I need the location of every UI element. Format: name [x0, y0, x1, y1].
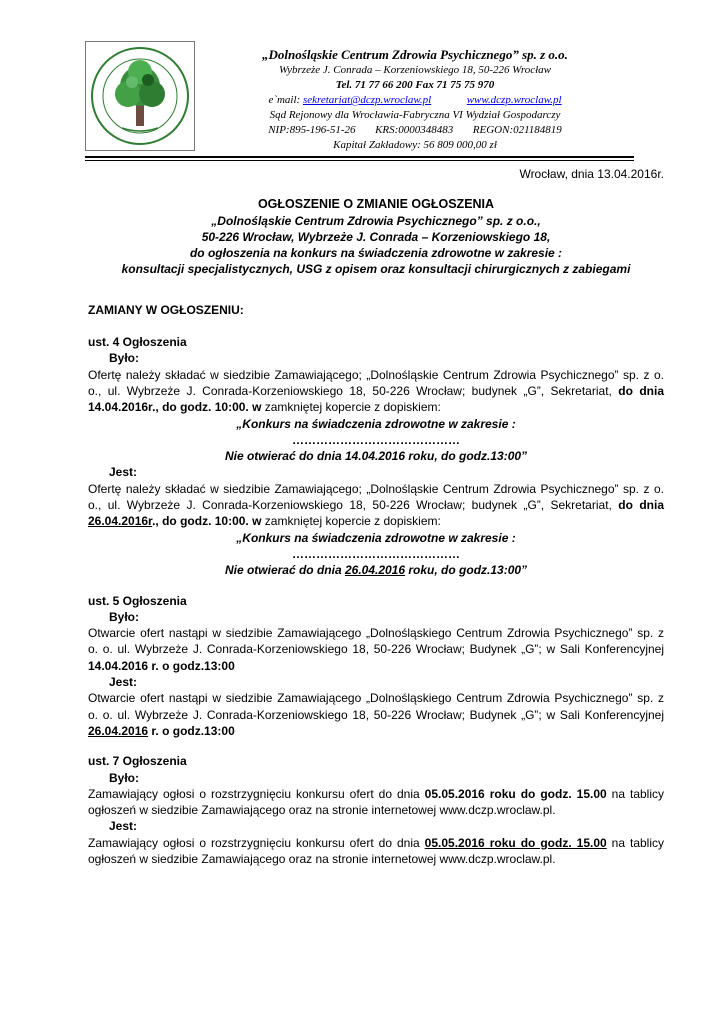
document-title — [88, 196, 664, 277]
is-line-3: 26.04.2016r., do godz. 10:00. w zamkniętej kopercie z dopiskiem: — [88, 514, 441, 529]
was-label: Było: — [109, 609, 139, 624]
regon-number: REGON:021184819 — [472, 124, 562, 136]
title-line-4: do ogłoszenia na konkurs na świadczenia zdrowotne w zakresie : — [189, 246, 563, 261]
was-quote-1: „Konkurs na świadczenia zdrowotne w zakresie : — [236, 416, 516, 431]
company-name: „Dolnośląskie Centrum Zdrowia Psychicznego” sp. z o.o. — [262, 47, 568, 62]
letterhead — [205, 46, 625, 153]
is-line-1: Otwarcie ofert nastąpi w siedzibie Zamawiającego „Dolnośląskiego Centrum Zdrowia Psychicznego” sp. z — [88, 691, 664, 706]
tree-logo-icon — [86, 42, 194, 150]
title-line-3: 50-226 Wrocław, Wybrzeże J. Conrada – Korzeniowskiego 18, — [201, 229, 551, 244]
registry-numbers — [205, 123, 625, 138]
was-line-2: ogłoszeń w siedzibie Zamawiającego oraz na stronie internetowej www.dczp.wroclaw.pl. — [88, 803, 556, 818]
was-line-1: Zamawiający ogłosi o rozstrzygnięciu konkursu ofert do dnia 05.05.2016 roku do godz. 15.00 na tablicy — [88, 786, 665, 801]
date-line: Wrocław, dnia 13.04.2016r. — [519, 167, 664, 181]
was-line-1: Ofertę należy składać w siedzibie Zamawiającego; „Dolnośląskie Centrum Zdrowia Psychicznego” sp. z o. — [88, 367, 664, 382]
header-rule-thick — [85, 156, 634, 158]
is-label: Jest: — [109, 675, 138, 690]
contact-line — [205, 93, 625, 108]
is-quote-2: …………………………………… — [292, 546, 460, 561]
changes-heading: ZAMIANY W OGŁOSZENIU: — [88, 302, 244, 317]
krs-number: KRS:0000348483 — [375, 124, 454, 136]
was-label: Było: — [109, 770, 139, 785]
is-line-2: o., ul. Wybrzeże J. Conrada-Korzeniowskiego 18, 50-226 Wrocław; budynek „G”, Sekretariat, do dnia — [88, 498, 664, 513]
section-heading: ust. 5 Ogłoszenia — [88, 593, 187, 608]
was-line-2: o., ul. Wybrzeże J. Conrada-Korzeniowskiego 18, 50-226 Wrocław; budynek „G”, Sekretariat, do dnia — [88, 383, 664, 398]
was-line-1: Otwarcie ofert nastąpi w siedzibie Zamawiającego „Dolnośląskiego Centrum Zdrowia Psychicznego” sp. z — [88, 626, 664, 641]
nip-number: NIP:895-196-51-26 — [268, 124, 356, 136]
company-logo — [85, 41, 195, 151]
title-line-1: OGŁOSZENIE O ZMIANIE OGŁOSZENIA — [257, 197, 495, 212]
website-link[interactable]: www.dczp.wroclaw.pl — [466, 94, 562, 106]
was-label: Było: — [109, 351, 139, 366]
is-label: Jest: — [109, 465, 138, 480]
email-link[interactable]: sekretariat@dczp.wroclaw.pl — [302, 94, 432, 106]
is-line-3: 26.04.2016 r. o godz.13:00 — [88, 723, 235, 738]
section-ust-5 — [88, 593, 664, 740]
title-line-2: „Dolnośląskie Centrum Zdrowia Psychicznego” sp. z o.o., — [211, 213, 541, 228]
is-line-1: Ofertę należy składać w siedzibie Zamawiającego; „Dolnośląskie Centrum Zdrowia Psychicznego” sp. z o. — [88, 481, 664, 496]
company-address: Wybrzeże J. Conrada – Korzeniowskiego 18, 50-226 Wrocław — [278, 64, 552, 76]
is-line-1: Zamawiający ogłosi o rozstrzygnięciu konkursu ofert do dnia 05.05.2016 roku do godz. 15.00 na tablicy — [88, 835, 665, 850]
is-label: Jest: — [109, 819, 138, 834]
company-phones: Tel. 71 77 66 200 Fax 71 75 75 970 — [335, 79, 495, 91]
section-ust-7 — [88, 753, 664, 867]
header-rule-thin — [85, 160, 634, 161]
email-label: e`mail: — [268, 94, 301, 106]
is-line-2: ogłoszeń w siedzibie Zamawiającego oraz na stronie internetowej www.dczp.wroclaw.pl. — [88, 851, 556, 866]
document-body — [88, 166, 664, 867]
share-capital: Kapitał Zakładowy: 56 809 000,00 zł — [333, 139, 497, 151]
was-quote-3: Nie otwierać do dnia 14.04.2016 roku, do godz.13:00” — [224, 449, 528, 464]
was-line-3: 14.04.2016r., do godz. 10:00. w zamkniętej kopercie z dopiskiem: — [88, 400, 441, 415]
title-line-5: konsultacji specjalistycznych, USG z opisem oraz konsultacji chirurgicznych z zabiegami — [121, 262, 631, 277]
was-line-3: 14.04.2016 r. o godz.13:00 — [88, 658, 235, 673]
was-line-2: o. o. ul. Wybrzeże J. Conrada-Korzeniowskiego 18, 50-226 Wrocław; Budynek „G”; w Sali Konferencyjnej — [88, 642, 664, 657]
is-line-2: o. o. ul. Wybrzeże J. Conrada-Korzeniowskiego 18, 50-226 Wrocław; Budynek „G”; w Sali Konferencyjnej — [88, 707, 664, 722]
section-heading: ust. 7 Ogłoszenia — [88, 754, 187, 769]
is-quote-3: Nie otwierać do dnia 26.04.2016 roku, do godz.13:00” — [224, 563, 528, 578]
section-ust-4 — [88, 334, 664, 578]
is-quote-1: „Konkurs na świadczenia zdrowotne w zakresie : — [236, 530, 516, 545]
was-quote-2: …………………………………… — [292, 432, 460, 447]
court-registry: Sąd Rejonowy dla Wrocławia-Fabryczna VI Wydział Gospodarczy — [269, 109, 561, 121]
section-heading: ust. 4 Ogłoszenia — [88, 335, 187, 350]
